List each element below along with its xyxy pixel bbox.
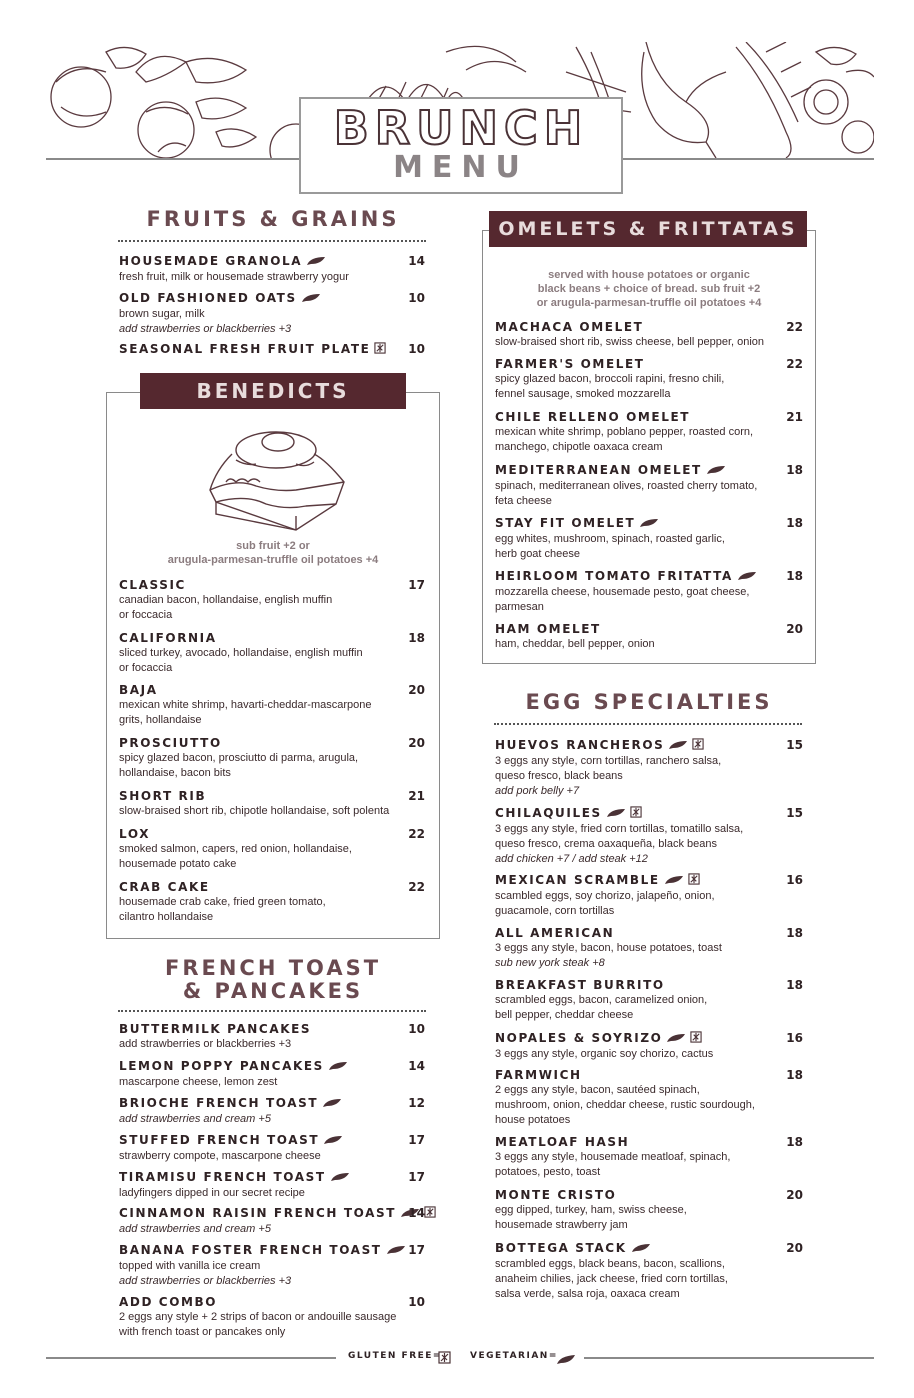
gluten-free-icon (688, 873, 700, 889)
item-price: 10 (408, 342, 425, 356)
item-description: topped with vanilla ice cream (119, 1259, 261, 1272)
french-title: FRENCH TOAST & PANCAKES (164, 956, 382, 1003)
item-price: 16 (786, 1031, 803, 1045)
item-price: 22 (408, 827, 425, 841)
item-price: 18 (786, 569, 803, 583)
vegetarian-icon (639, 516, 659, 532)
benedicts-note: sub fruit +2 or arugula-parmesan-truffle oil potatoes +4 (167, 540, 379, 566)
vegetarian-icon (737, 569, 757, 585)
title-box (299, 97, 623, 194)
item-price: 17 (408, 1170, 425, 1184)
footer-line-right (584, 1357, 874, 1359)
menu-item (495, 356, 803, 402)
menu-item (119, 788, 425, 819)
item-price: 21 (786, 410, 803, 424)
item-description: 3 eggs any style, organic soy chorizo, cactus (495, 1047, 714, 1060)
item-price: 18 (786, 463, 803, 477)
vegetarian-icon (386, 1243, 406, 1259)
menu-item (119, 253, 425, 285)
menu-item (119, 879, 425, 925)
item-description: brown sugar, milk (119, 307, 205, 320)
item-name: FARMER'S OMELET (495, 357, 645, 371)
item-description: spicy glazed bacon, prosciutto di parma, arugula, (119, 752, 359, 764)
item-description: mexican white shrimp, poblano pepper, roasted corn, (495, 426, 754, 438)
item-name: CHILAQUILES (495, 806, 602, 820)
menu-item (119, 1095, 425, 1127)
item-description: spicy glazed bacon, broccoli rapini, fresno chili, (495, 373, 725, 385)
menu-item (495, 409, 803, 455)
menu-item (495, 1240, 803, 1302)
eggs-dots (494, 723, 802, 725)
item-name: STUFFED FRENCH TOAST (119, 1133, 320, 1147)
item-description: spinach, mediterranean olives, roasted cherry tomato, (495, 479, 758, 492)
item-name: LOX (119, 827, 151, 841)
item-description: fresh fruit, milk or housemade strawberry yogur (119, 270, 349, 283)
item-name: BANANA FOSTER FRENCH TOAST (119, 1243, 382, 1257)
item-description: queso fresco, black beans (495, 769, 623, 782)
item-price: 20 (408, 683, 425, 697)
omelets-note: served with house potatoes or organic black beans + choice of bread. sub fruit +2 or arugula-parmesan-truffle oil potatoes +4 (536, 269, 762, 309)
item-description: cilantro hollandaise (119, 911, 214, 923)
item-name: SHORT RIB (119, 789, 207, 803)
item-price: 22 (408, 880, 425, 894)
item-description: 3 eggs any style, housemade meatloaf, spinach, (495, 1151, 731, 1163)
item-name: NOPALES & SOYRIZO (495, 1031, 663, 1045)
menu-item (119, 577, 425, 623)
menu-item (119, 735, 425, 781)
item-price: 10 (408, 1022, 425, 1036)
item-name: HAM OMELET (495, 622, 601, 636)
menu-item (119, 290, 425, 337)
gluten-free-icon (690, 1031, 702, 1047)
item-name: BREAKFAST BURRITO (495, 978, 665, 992)
item-name: MEDITERRANEAN OMELET (495, 463, 702, 477)
item-name: PROSCIUTTO (119, 736, 222, 750)
item-name: MEATLOAF HASH (495, 1135, 630, 1149)
item-description: herb goat cheese (495, 547, 581, 560)
item-description: with french toast or pancakes only (119, 1326, 286, 1338)
vegetarian-icon (666, 1031, 686, 1047)
item-description: feta cheese (495, 494, 552, 507)
menu-item (119, 682, 425, 728)
gluten-free-icon (438, 1351, 451, 1369)
menu-item (495, 977, 803, 1023)
item-description: manchego, chipotle oaxaca cream (495, 441, 663, 453)
item-name: TIRAMISU FRENCH TOAST (119, 1170, 326, 1184)
item-addon: add strawberries or blackberries +3 (119, 322, 292, 335)
item-name: HUEVOS RANCHEROS (495, 738, 665, 752)
menu-item (495, 1067, 803, 1128)
item-addon: add strawberries or blackberries +3 (119, 1274, 292, 1287)
item-price: 20 (786, 1241, 803, 1255)
item-name: BOTTEGA STACK (495, 1241, 627, 1255)
footer-line-left (46, 1357, 336, 1359)
item-description: canadian bacon, hollandaise, english muffin (119, 594, 333, 606)
legend-footer (46, 1348, 874, 1368)
item-price: 20 (786, 622, 803, 636)
item-description: mozzarella cheese, housemade pesto, goat cheese, (495, 585, 750, 598)
item-price: 12 (408, 1096, 425, 1110)
menu-item (495, 805, 803, 867)
item-price: 17 (408, 1243, 425, 1257)
item-description: housemade potato cake (119, 858, 237, 870)
item-description: egg dipped, turkey, ham, swiss cheese, (495, 1204, 687, 1216)
item-price: 15 (786, 806, 803, 820)
item-name: MACHACA OMELET (495, 320, 644, 334)
vegetarian-icon (301, 291, 321, 307)
item-description: fennel sausage, smoked mozzarella (495, 388, 671, 400)
item-price: 17 (408, 578, 425, 592)
gluten-free-icon (692, 738, 704, 754)
item-description: 2 eggs any style, bacon, sautéed spinach, (495, 1084, 700, 1096)
item-description: add strawberries or blackberries +3 (119, 1038, 292, 1050)
item-price: 14 (408, 1059, 425, 1073)
item-description: ham, cheddar, bell pepper, onion (495, 638, 655, 650)
item-price: 10 (408, 1295, 425, 1309)
item-price: 18 (786, 1068, 803, 1082)
vegetarian-icon (556, 1352, 576, 1370)
item-description: scrambled eggs, black beans, bacon, scallions, (495, 1257, 725, 1270)
item-description: potatoes, pesto, toast (495, 1166, 601, 1178)
item-price: 14 (408, 1206, 425, 1220)
item-price: 18 (786, 1135, 803, 1149)
item-description: 3 eggs any style, corn tortillas, ranchero salsa, (495, 754, 722, 767)
benedicts-band: BENEDICTS (140, 373, 406, 409)
item-name: FARMWICH (495, 1068, 582, 1082)
item-name: CHILE RELLENO OMELET (495, 410, 691, 424)
menu-item (495, 462, 803, 509)
item-addon: sub new york steak +8 (495, 957, 605, 969)
item-price: 18 (786, 978, 803, 992)
item-description: anaheim chilies, jack cheese, fried corn tortillas, (495, 1272, 728, 1285)
fruits-title: FRUITS & GRAINS (146, 207, 400, 231)
item-description: housemade strawberry jam (495, 1219, 628, 1231)
item-name: LEMON POPPY PANCAKES (119, 1059, 324, 1073)
item-price: 18 (408, 631, 425, 645)
menu-item (495, 568, 803, 615)
menu-item (119, 341, 425, 358)
item-description: house potatoes (495, 1114, 571, 1126)
item-name: HEIRLOOM TOMATO FRITATTA (495, 569, 733, 583)
item-name: MONTE CRISTO (495, 1188, 617, 1202)
item-description: or foccacia (119, 609, 173, 621)
menu-item (495, 925, 803, 971)
menu-item (119, 1132, 425, 1164)
menu-subtitle: MENU (393, 150, 529, 185)
item-name: BUTTERMILK PANCAKES (119, 1022, 312, 1036)
item-description: egg whites, mushroom, spinach, roasted garlic, (495, 532, 725, 545)
item-description: strawberry compote, mascarpone cheese (119, 1149, 321, 1162)
item-addon: add chicken +7 / add steak +12 (495, 852, 648, 865)
menu-item (495, 515, 803, 562)
item-price: 20 (786, 1188, 803, 1202)
item-description: mascarpone cheese, lemon zest (119, 1075, 278, 1088)
vegetarian-icon (706, 463, 726, 479)
vegetarian-icon (606, 806, 626, 822)
omelets-band: OMELETS & FRITTATAS (489, 211, 807, 247)
item-name: STAY FIT OMELET (495, 516, 636, 530)
item-price: 14 (408, 254, 425, 268)
menu-item (495, 319, 803, 350)
item-name: ADD COMBO (119, 1295, 218, 1309)
menu-item (119, 1294, 425, 1340)
item-description: mushroom, onion, cheddar cheese, rustic sourdough, (495, 1099, 755, 1111)
item-addon: add pork belly +7 (495, 784, 580, 797)
item-description: queso fresco, crema oaxaqueña, black beans (495, 837, 717, 850)
item-price: 22 (786, 357, 803, 371)
item-price: 17 (408, 1133, 425, 1147)
item-description: ladyfingers dipped in our secret recipe (119, 1186, 305, 1199)
item-addon: add strawberries and cream +5 (119, 1222, 271, 1235)
vegetarian-icon (330, 1170, 350, 1186)
item-name: HOUSEMADE GRANOLA (119, 254, 303, 268)
item-description: 2 eggs any style + 2 strips of bacon or andouille sausage (119, 1311, 397, 1323)
item-name: BRIOCHE FRENCH TOAST (119, 1096, 319, 1110)
menu-item (119, 1169, 425, 1201)
menu-title: BRUNCH (333, 101, 589, 155)
vegetarian-icon (322, 1096, 342, 1112)
french-dots (118, 1010, 426, 1012)
item-price: 22 (786, 320, 803, 334)
item-name: CRAB CAKE (119, 880, 210, 894)
menu-item (119, 1021, 425, 1052)
vegetarian-icon (664, 873, 684, 889)
menu-item (495, 872, 803, 919)
fruits-dots (118, 240, 426, 242)
item-description: smoked salmon, capers, red onion, hollandaise, (119, 843, 352, 855)
item-name: OLD FASHIONED OATS (119, 291, 297, 305)
menu-item (495, 1134, 803, 1180)
menu-item (119, 1205, 425, 1237)
item-description: grits, hollandaise (119, 714, 202, 726)
item-name: CINNAMON RAISIN FRENCH TOAST (119, 1206, 397, 1220)
item-description: 3 eggs any style, fried corn tortillas, tomatillo salsa, (495, 822, 744, 835)
item-description: guacamole, corn tortillas (495, 904, 615, 917)
item-description: housemade crab cake, fried green tomato, (119, 896, 326, 908)
item-description: scrambled eggs, bacon, caramelized onion, (495, 994, 708, 1006)
item-name: CLASSIC (119, 578, 186, 592)
item-addon: add strawberries and cream +5 (119, 1112, 271, 1125)
item-description: parmesan (495, 600, 544, 613)
item-price: 10 (408, 291, 425, 305)
item-description: scambled eggs, soy chorizo, jalapeño, onion, (495, 889, 715, 902)
vegetarian-icon (306, 254, 326, 270)
menu-item (495, 1187, 803, 1233)
item-description: salsa verde, salsa roja, oaxaca cream (495, 1287, 680, 1300)
item-name: CALIFORNIA (119, 631, 217, 645)
item-price: 18 (786, 516, 803, 530)
item-price: 21 (408, 789, 425, 803)
vegetarian-icon (323, 1133, 343, 1149)
item-description: slow-braised short rib, swiss cheese, bell pepper, onion (495, 336, 765, 348)
item-price: 15 (786, 738, 803, 752)
item-description: bell pepper, cheddar cheese (495, 1009, 634, 1021)
item-price: 20 (408, 736, 425, 750)
item-price: 16 (786, 873, 803, 887)
menu-item (119, 1242, 425, 1289)
menu-item (495, 737, 803, 799)
item-description: slow-braised short rib, chipotle hollandaise, soft polenta (119, 805, 390, 817)
eggs-title: EGG SPECIALTIES (525, 690, 773, 714)
item-name: BAJA (119, 683, 158, 697)
item-name: MEXICAN SCRAMBLE (495, 873, 660, 887)
menu-item (119, 1058, 425, 1090)
item-description: mexican white shrimp, havarti-cheddar-mascarpone (119, 699, 372, 711)
item-description: hollandaise, bacon bits (119, 767, 231, 779)
item-price: 18 (786, 926, 803, 940)
vegetarian-icon (631, 1241, 651, 1257)
menu-item (495, 621, 803, 652)
gluten-free-label: GLUTEN FREE= (348, 1351, 442, 1361)
item-name: SEASONAL FRESH FRUIT PLATE (119, 342, 371, 356)
menu-item (119, 826, 425, 872)
menu-item (495, 1030, 803, 1062)
sandwich-illustration (196, 420, 350, 532)
vegetarian-icon (668, 738, 688, 754)
item-description: 3 eggs any style, bacon, house potatoes, toast (495, 942, 722, 954)
item-description: or focaccia (119, 662, 173, 674)
vegetarian-label: VEGETARIAN= (470, 1351, 558, 1361)
item-description: sliced turkey, avocado, hollandaise, english muffin (119, 647, 363, 659)
gluten-free-icon (374, 342, 386, 358)
vegetarian-icon (328, 1059, 348, 1075)
gluten-free-icon (424, 1206, 436, 1222)
menu-item (119, 630, 425, 676)
gluten-free-icon (630, 806, 642, 822)
item-name: ALL AMERICAN (495, 926, 615, 940)
